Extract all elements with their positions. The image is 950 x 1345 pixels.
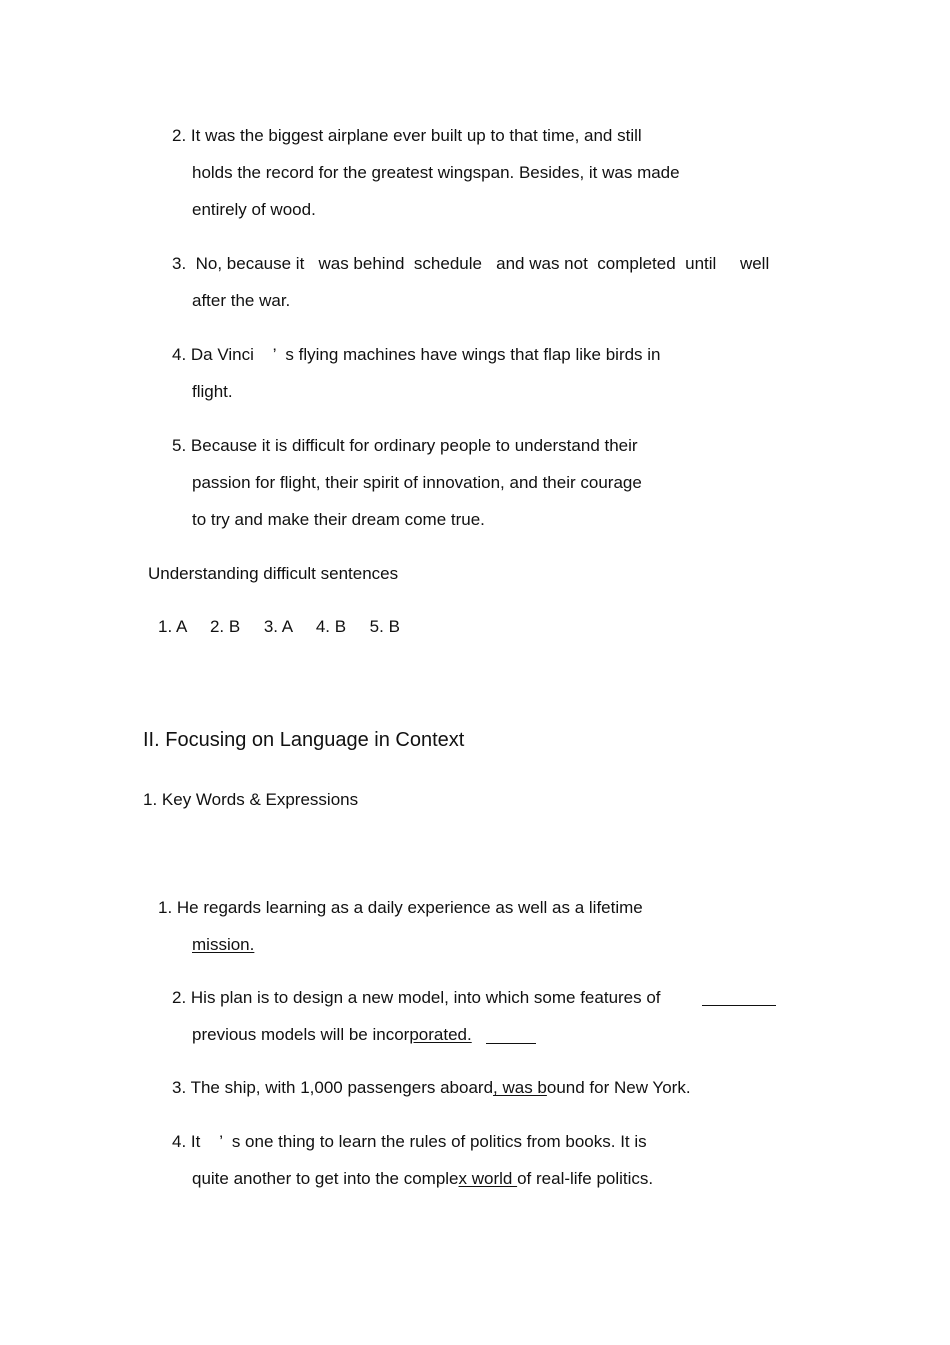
text-line: holds the record for the greatest wingspan. Besides, it was made — [192, 163, 680, 182]
blank-line — [702, 1005, 776, 1006]
text: 3. The ship, with 1,000 passengers aboar — [172, 1078, 484, 1097]
text-line: 3. No, because it was behind schedule and was not completed until well — [172, 254, 770, 273]
text-line: 2. His plan is to design a new model, into which some features of — [172, 988, 661, 1007]
underlined-text: , was b — [493, 1078, 547, 1097]
text-line: 4. Da Vinci ’ s flying machines have wings that flap like birds in — [172, 345, 661, 364]
text-line — [172, 1078, 691, 1098]
text-line: 1. He regards learning as a daily experience as well as a lifetime — [158, 898, 643, 917]
text-line: passion for flight, their spirit of innovation, and their courage — [192, 473, 642, 492]
text-line: 4. It ’ s one thing to learn the rules of politics from books. It is — [172, 1132, 647, 1151]
text-line: after the war. — [192, 291, 291, 310]
underlined-text: x world — [458, 1169, 518, 1188]
text-line: entirely of wood. — [192, 200, 316, 219]
section-title: II. Focusing on Language in Context — [143, 729, 465, 751]
text-line: 2. It was the biggest airplane ever built up to that time, and still — [172, 126, 642, 145]
text-line — [192, 1169, 653, 1189]
text-line: flight. — [192, 382, 233, 401]
blank-line — [486, 1043, 536, 1044]
subsection-title: 1. Key Words & Expressions — [143, 790, 359, 809]
text-line: to try and make their dream come true. — [192, 510, 485, 529]
text: d — [483, 1078, 494, 1097]
text: quite another to get into the comple — [192, 1169, 459, 1188]
underlined-text: porated. — [409, 1025, 472, 1044]
text-line — [192, 1025, 472, 1045]
text: previous models will be incor — [192, 1025, 410, 1044]
section-heading: Understanding difficult sentences — [148, 564, 399, 583]
text: ound for New York. — [546, 1078, 691, 1097]
underlined-text: mission. — [192, 935, 255, 954]
text: of real-life politics. — [517, 1169, 654, 1188]
answer-key: 1. A 2. B 3. A 4. B 5. B — [158, 617, 400, 636]
text-line: 5. Because it is difficult for ordinary people to understand their — [172, 436, 638, 455]
